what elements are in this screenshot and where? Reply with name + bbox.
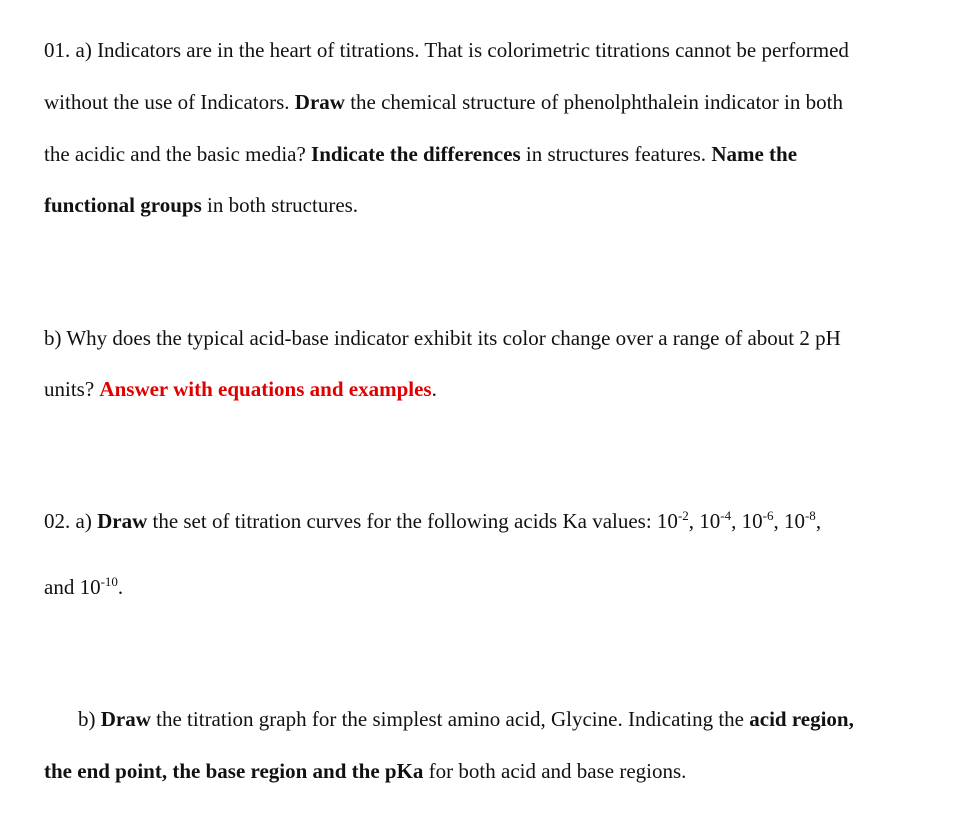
exponent: -4 <box>720 508 732 523</box>
exponent: -10 <box>100 574 118 589</box>
q1a-text: in both structures. <box>201 193 359 217</box>
q2a-text: , 10 <box>773 509 805 533</box>
q1a-text: 01. a) Indicators are in the heart of titrations. That is colorimetric titrations cannot be performed <box>44 38 849 62</box>
q1b-text: units? <box>44 377 100 401</box>
q2a-draw-bold: Draw <box>97 509 148 533</box>
q2b-text: for both acid and base regions. <box>423 759 687 783</box>
q2a-text: 02. a) <box>44 509 98 533</box>
q2b-acid-region-bold: acid region, <box>749 707 854 731</box>
q1a-text: without the use of Indicators. <box>44 90 295 114</box>
q1b-text: b) Why does the typical acid-base indicator exhibit its color change over a range of about 2 pH <box>44 326 841 350</box>
q1a-line-3 <box>44 142 797 166</box>
q1a-indicate-bold: Indicate the differences <box>311 142 521 166</box>
q1a-draw-bold: Draw <box>294 90 345 114</box>
q1a-name-bold: Name the <box>711 142 798 166</box>
q2a-text: , 10 <box>731 509 763 533</box>
q1a-functional-groups-bold: functional groups <box>44 193 202 217</box>
q2a-line-1 <box>44 509 821 533</box>
exponent: -2 <box>677 508 689 523</box>
q2b-draw-bold: Draw <box>100 707 151 731</box>
q2b-line-1 <box>78 707 854 731</box>
exponent: -8 <box>804 508 816 523</box>
q2a-text: . <box>117 575 124 599</box>
q1a-text: the chemical structure of phenolphthalein indicator in both <box>344 90 843 114</box>
q1a-line-1 <box>44 38 849 62</box>
q1b-answer-red: Answer with equations and examples <box>99 377 432 401</box>
q2a-text: , <box>815 509 822 533</box>
q1b-line-1 <box>44 326 841 350</box>
q2a-text: and 10 <box>44 575 101 599</box>
q2b-regions-bold: the end point, the base region and the pKa <box>44 759 424 783</box>
q2a-text: the set of titration curves for the following acids Ka values: 10 <box>147 509 678 533</box>
q2a-text: , 10 <box>688 509 721 533</box>
exponent: -6 <box>762 508 774 523</box>
q1a-text: the acidic and the basic media? <box>44 142 312 166</box>
q1a-line-2 <box>44 90 843 114</box>
q2b-line-2 <box>44 759 686 783</box>
q1b-text: . <box>431 377 437 401</box>
q1a-line-4 <box>44 193 358 217</box>
q1b-line-2 <box>44 377 437 401</box>
q2b-text: the titration graph for the simplest amino acid, Glycine. Indicating the <box>150 707 750 731</box>
q2b-text: b) <box>78 707 101 731</box>
q2a-line-2 <box>44 575 123 599</box>
q1a-text: in structures features. <box>520 142 712 166</box>
